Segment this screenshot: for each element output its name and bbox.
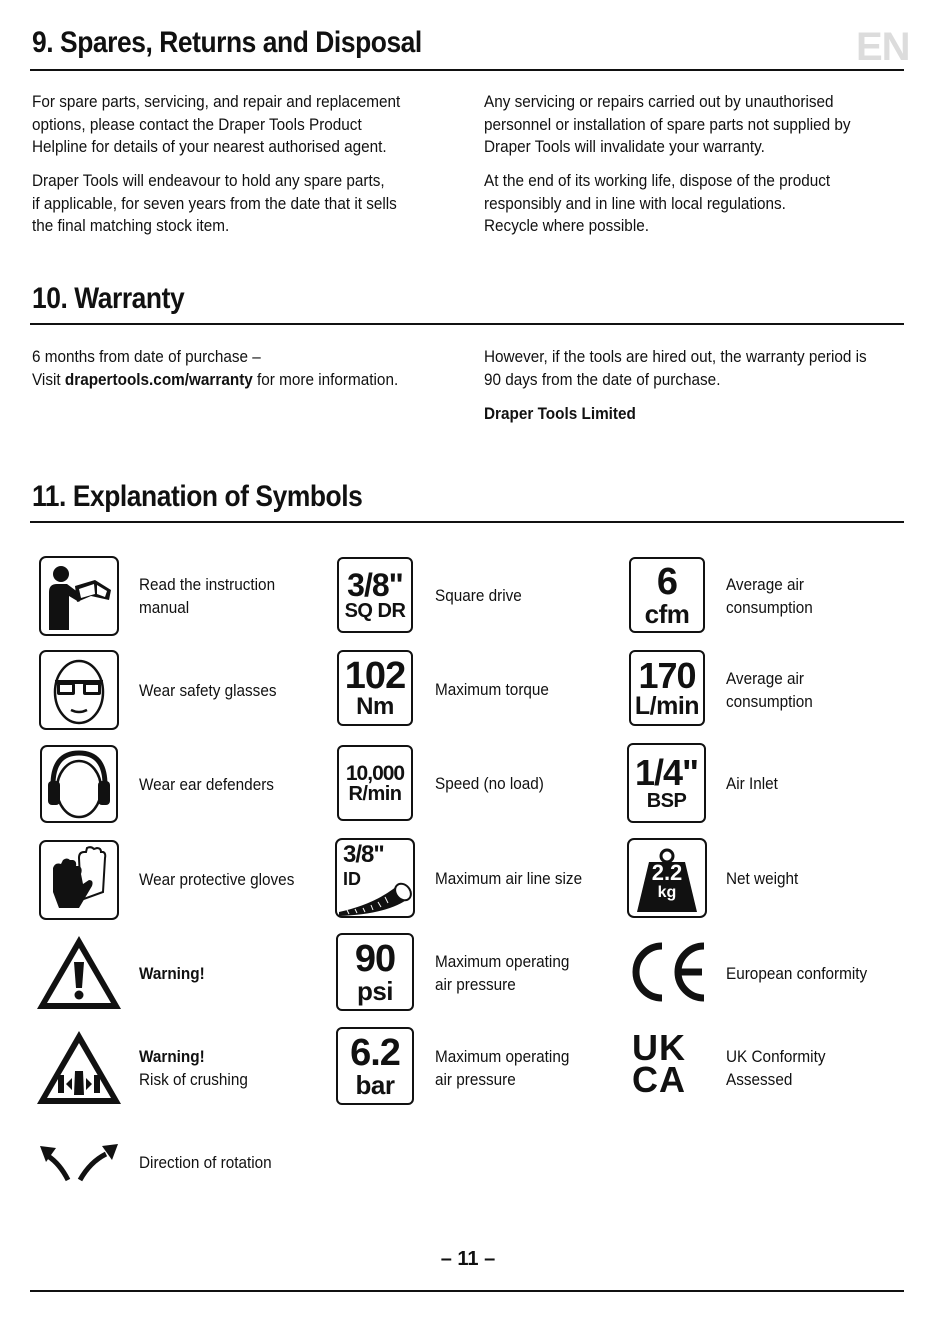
symbol-label: Wear safety glasses: [139, 681, 277, 700]
air-line-size-unit: ID: [343, 869, 361, 889]
symbol-label: Average air consumption: [726, 669, 813, 711]
symbol-label: UK Conformity Assessed: [726, 1047, 826, 1089]
company-name: Draper Tools Limited: [484, 404, 636, 423]
symbol-label: Speed (no load): [435, 774, 544, 793]
symbol-label: Warning! Risk of crushing: [139, 1047, 248, 1089]
read-manual-icon: [39, 556, 119, 636]
section-10-title: 10. Warranty: [32, 282, 185, 315]
section-divider: [30, 323, 904, 325]
protective-gloves-icon: [39, 840, 119, 920]
rotation-direction-icon: [38, 1140, 120, 1184]
symbol-label: Maximum operating air pressure: [435, 952, 570, 994]
ukca-mark-icon: UK CA: [632, 1027, 686, 1100]
net-weight-unit: kg: [657, 884, 677, 901]
symbol-label: Wear protective gloves: [139, 870, 295, 889]
symbol-label: Maximum torque: [435, 680, 549, 699]
air-inlet-icon: 1/4" BSP: [627, 743, 706, 823]
section-9-title: 9. Spares, Returns and Disposal: [32, 26, 422, 59]
symbol-label: Average air consumption: [726, 575, 813, 617]
symbol-label: Direction of rotation: [139, 1153, 272, 1172]
symbol-label: [139, 963, 205, 986]
footer-divider: [30, 1290, 904, 1292]
torque-icon: 102 Nm: [337, 650, 413, 726]
safety-glasses-icon: [39, 650, 119, 730]
warranty-right: However, if the tools are hired out, the warranty period is 90 days from the date of purchase. Draper Tools Limited: [484, 347, 867, 423]
ce-mark-icon: [626, 942, 708, 1002]
paragraph: Any servicing or repairs carried out by unauthorised personnel or installation of spare parts not supplied by Draper Tools will invalidate your warranty.: [484, 92, 851, 156]
section-divider: [30, 521, 904, 523]
warning-text: Warning!: [139, 1047, 205, 1066]
section-9-left-column: [32, 91, 441, 159]
ear-defenders-icon: [40, 745, 118, 823]
warranty-link[interactable]: drapertools.com/warranty: [64, 369, 253, 389]
paragraph: Draper Tools will endeavour to hold any spare parts, if applicable, for seven years from the date that it sells the final matching stock item.: [32, 171, 397, 235]
symbol-label: Wear ear defenders: [139, 775, 274, 794]
paragraph: For spare parts, servicing, and repair and replacement options, please contact the Draper Tools Product Helpline for details of your nearest authorised agent.: [32, 92, 401, 156]
section-11-title: 11. Explanation of Symbols: [32, 480, 363, 513]
speed-icon: 10,000 R/min: [337, 745, 413, 821]
square-drive-icon: 3/8" SQ DR: [337, 557, 413, 633]
symbol-label: Net weight: [726, 869, 799, 888]
page-number: – 11 –: [440, 1248, 496, 1270]
warning-triangle-icon: [34, 932, 124, 1012]
section-9-left-column-2: [32, 170, 437, 238]
symbol-label: Maximum air line size: [435, 869, 583, 888]
air-line-size-value: 3/8": [343, 841, 384, 868]
section-divider: [30, 69, 904, 71]
crushing-warning-icon: [34, 1027, 124, 1107]
warning-text: Warning!: [139, 964, 205, 983]
paragraph: At the end of its working life, dispose of the product responsibly and in line with local regulations. Recycle where possible.: [484, 171, 831, 235]
psi-pressure-icon: 90 psi: [336, 933, 414, 1011]
section-9-right-column: [484, 91, 891, 159]
lmin-icon: 170 L/min: [629, 650, 705, 726]
symbol-label: Air Inlet: [726, 774, 778, 793]
bar-pressure-icon: 6.2 bar: [336, 1027, 414, 1105]
cfm-icon: 6 cfm: [629, 557, 705, 633]
symbol-label: European conformity: [726, 964, 868, 983]
net-weight-value: 2.2: [651, 860, 683, 885]
language-badge: EN: [856, 25, 910, 69]
warranty-left: 6 months from date of purchase – Visit drapertools.com/warranty for more information.: [32, 347, 399, 389]
symbol-label: Read the instruction manual: [139, 575, 276, 617]
symbol-label: Square drive: [435, 586, 522, 605]
symbol-label: Maximum operating air pressure: [435, 1047, 570, 1089]
section-9-right-column-2: [484, 170, 869, 238]
